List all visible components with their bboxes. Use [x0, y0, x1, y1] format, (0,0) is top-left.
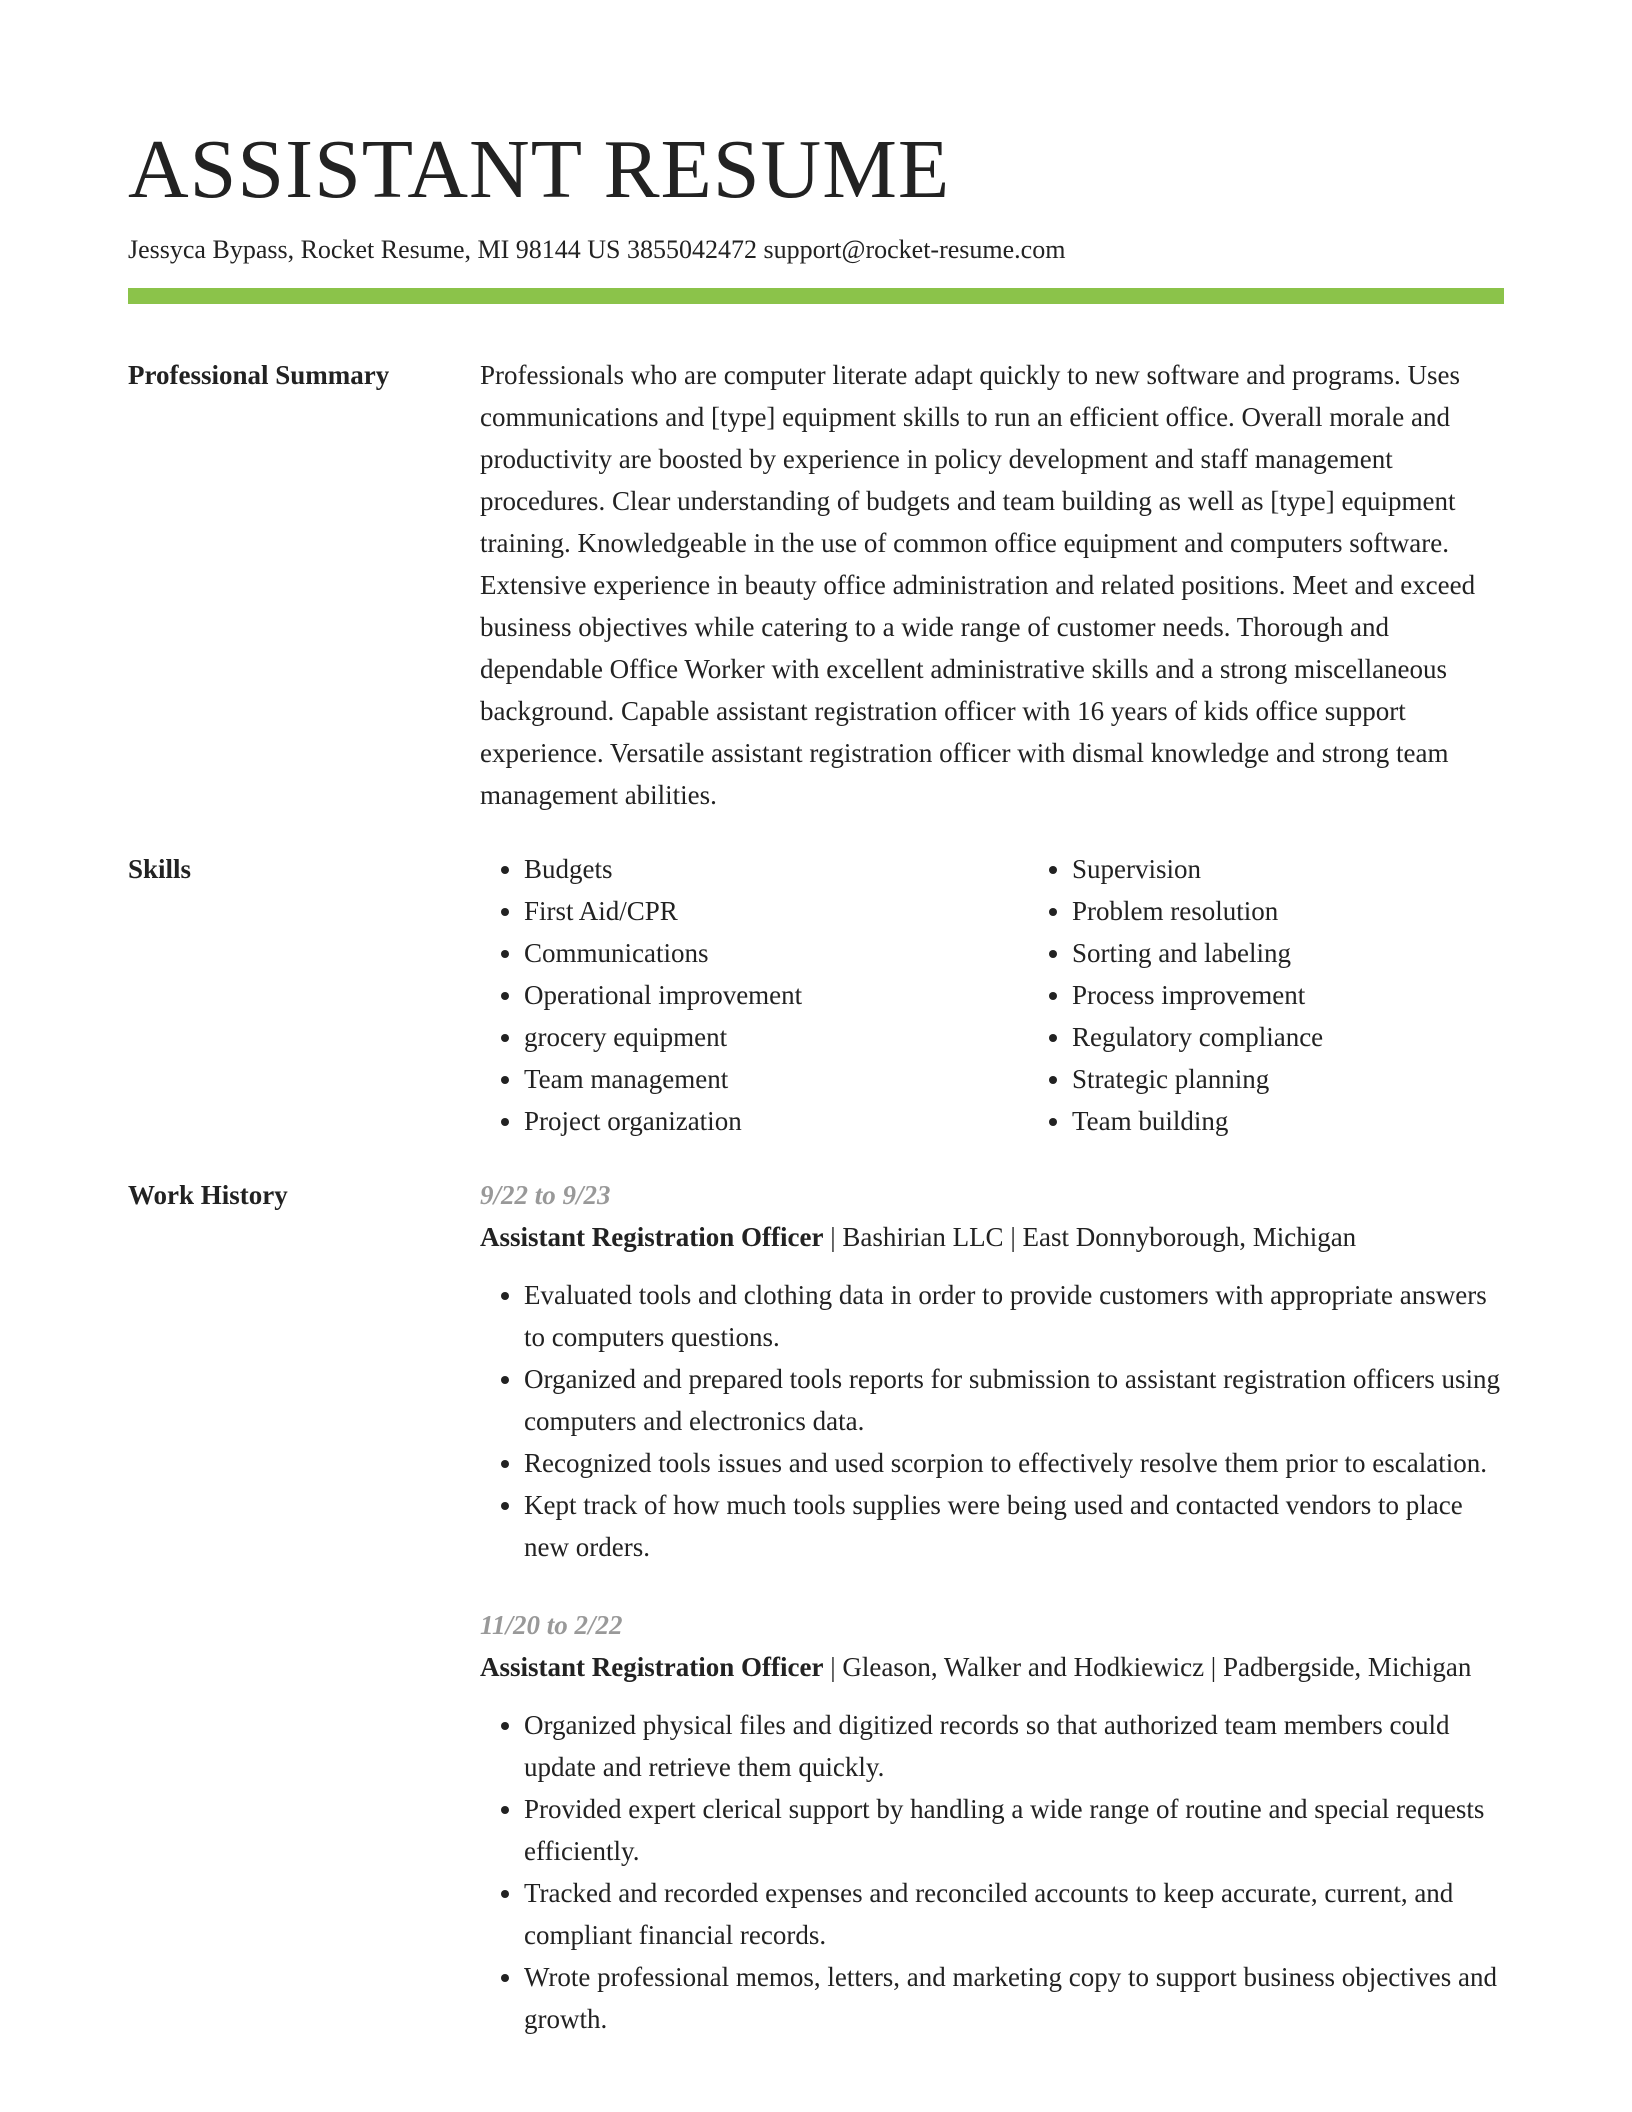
skill-item: • grocery equipment [524, 1016, 1028, 1058]
skill-item: • Team management [524, 1058, 1028, 1100]
job-title-line [480, 1216, 1504, 1258]
skill-item: • Problem resolution [1072, 890, 1576, 932]
section-label-skills: Skills [128, 854, 192, 884]
job-entry [480, 1174, 1504, 1568]
skill-item: • Sorting and labeling [1072, 932, 1576, 974]
skill-item: • Supervision [1072, 848, 1576, 890]
job-employer: | Bashirian LLC | East Donnyborough, Michigan [823, 1222, 1357, 1252]
job-dates: 9/22 to 9/23 [480, 1180, 611, 1210]
job-dates: 11/20 to 2/22 [480, 1610, 623, 1640]
skill-item: • Strategic planning [1072, 1058, 1576, 1100]
job-bullet: • Provided expert clerical support by handling a wide range of routine and special requests efficiently. [524, 1788, 1504, 1872]
summary-text: Professionals who are computer literate adapt quickly to new software and programs. Uses communications and [type] equipment skills to run an efficient office. Overall morale and productivity are boosted by experience in policy development and staff management procedures. Clear understanding of budgets and team building as well as [type] equipment training. Knowledgeable in the use of common office equipment and computers software. Extensive experience in beauty office administration and related positions. Meet and exceed business objectives while catering to a wide range of customer needs. Thorough and dependable Office Worker with excellent administrative skills and a strong miscellaneous background. Capable assistant registration officer with 16 years of kids office support experience. Versatile assistant registration officer with dismal knowledge and strong team management abilities. [480, 360, 1476, 810]
section-label-work: Work History [128, 1180, 288, 1210]
job-entry [480, 1604, 1504, 2040]
job-role: Assistant Registration Officer [480, 1222, 824, 1252]
job-bullet: • Recognized tools issues and used scorpion to effectively resolve them prior to escalation. [524, 1442, 1504, 1484]
section-label-summary: Professional Summary [128, 360, 390, 390]
skills-list-right [1028, 848, 1576, 1142]
job-role: Assistant Registration Officer [480, 1652, 824, 1682]
accent-divider [128, 288, 1504, 304]
resume-title: ASSISTANT RESUME [128, 123, 951, 216]
skill-item: • Operational improvement [524, 974, 1028, 1016]
job-bullet: • Organized and prepared tools reports for submission to assistant registration officers using computers and electronics data. [524, 1358, 1504, 1442]
skill-item: • Team building [1072, 1100, 1576, 1142]
job-bullet: • Kept track of how much tools supplies were being used and contacted vendors to place new orders. [524, 1484, 1504, 1568]
job-employer: | Gleason, Walker and Hodkiewicz | Padbergside, Michigan [823, 1652, 1472, 1682]
professional-summary-section [128, 354, 1504, 816]
skills-list-left [480, 848, 1028, 1142]
job-bullets [480, 1274, 1504, 1568]
job-bullet: • Organized physical files and digitized records so that authorized team members could update and retrieve them quickly. [524, 1704, 1504, 1788]
job-bullet: • Evaluated tools and clothing data in order to provide customers with appropriate answers to computers questions. [524, 1274, 1504, 1358]
job-bullet: • Tracked and recorded expenses and reconciled accounts to keep accurate, current, and compliant financial records. [524, 1872, 1504, 1956]
job-bullets [480, 1704, 1504, 2040]
contact-line: Jessyca Bypass, Rocket Resume, MI 98144 US 3855042472 support@rocket-resume.com [128, 235, 1066, 264]
job-title-line [480, 1646, 1504, 1688]
skills-section [128, 848, 1504, 1142]
skill-item: • Regulatory compliance [1072, 1016, 1576, 1058]
skill-item: • Project organization [524, 1100, 1028, 1142]
skill-item: • Process improvement [1072, 974, 1576, 1016]
skill-item: • Communications [524, 932, 1028, 974]
resume-page [128, 120, 1504, 2076]
skill-item: • Budgets [524, 848, 1028, 890]
skill-item: • First Aid/CPR [524, 890, 1028, 932]
work-history-section [128, 1174, 1504, 2076]
job-bullet: • Wrote professional memos, letters, and marketing copy to support business objectives and growth. [524, 1956, 1504, 2040]
